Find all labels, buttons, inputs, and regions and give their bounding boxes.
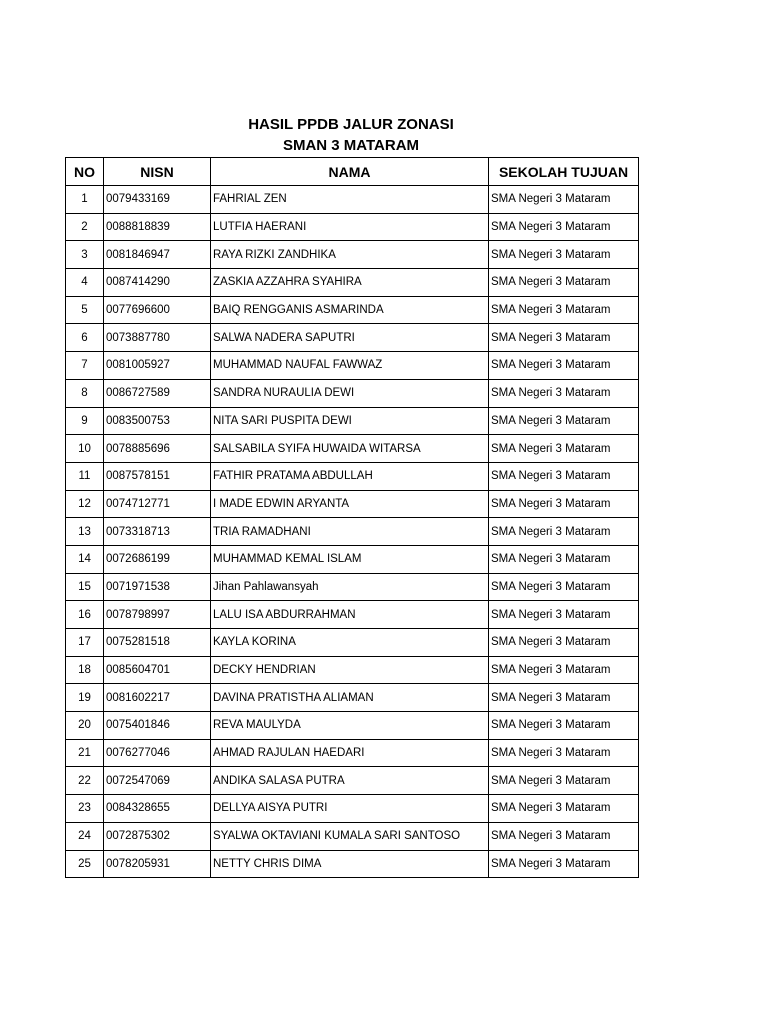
cell-nisn: 0083500753 [104,407,211,435]
cell-nama: AHMAD RAJULAN HAEDARI [211,739,489,767]
cell-sekolah-tujuan: SMA Negeri 3 Mataram [489,241,639,269]
cell-nisn: 0086727589 [104,379,211,407]
cell-sekolah-tujuan: SMA Negeri 3 Mataram [489,573,639,601]
cell-sekolah-tujuan: SMA Negeri 3 Mataram [489,795,639,823]
table-row [66,435,639,463]
cell-nisn: 0078885696 [104,435,211,463]
cell-nama: DECKY HENDRIAN [211,656,489,684]
table-row [66,767,639,795]
cell-nama: TRIA RAMADHANI [211,518,489,546]
cell-sekolah-tujuan: SMA Negeri 3 Mataram [489,684,639,712]
cell-nisn: 0073318713 [104,518,211,546]
cell-no: 23 [66,795,104,823]
cell-no: 22 [66,767,104,795]
table-row [66,712,639,740]
table-row [66,490,639,518]
cell-nisn: 0075401846 [104,712,211,740]
cell-nisn: 0071971538 [104,573,211,601]
cell-nisn: 0078798997 [104,601,211,629]
cell-nisn: 0087578151 [104,462,211,490]
cell-nisn: 0076277046 [104,739,211,767]
cell-sekolah-tujuan: SMA Negeri 3 Mataram [489,352,639,380]
cell-nisn: 0081846947 [104,241,211,269]
table-row [66,186,639,214]
cell-nama: SALSABILA SYIFA HUWAIDA WITARSA [211,435,489,463]
cell-no: 8 [66,379,104,407]
cell-sekolah-tujuan: SMA Negeri 3 Mataram [489,850,639,878]
document-subtitle: SMAN 3 MATARAM [282,137,420,154]
table-row [66,407,639,435]
cell-no: 20 [66,712,104,740]
cell-sekolah-tujuan: SMA Negeri 3 Mataram [489,822,639,850]
result-table [65,157,639,878]
table-row [66,352,639,380]
cell-no: 18 [66,656,104,684]
cell-nama: Jihan Pahlawansyah [211,573,489,601]
cell-no: 1 [66,186,104,214]
table-row [66,629,639,657]
cell-sekolah-tujuan: SMA Negeri 3 Mataram [489,656,639,684]
document-title: HASIL PPDB JALUR ZONASI [248,116,454,133]
table-row [66,656,639,684]
cell-no: 25 [66,850,104,878]
cell-no: 3 [66,241,104,269]
cell-no: 19 [66,684,104,712]
cell-no: 14 [66,545,104,573]
cell-nama: MUHAMMAD NAUFAL FAWWAZ [211,352,489,380]
cell-nisn: 0073887780 [104,324,211,352]
table-body [66,186,639,878]
cell-nama: DELLYA AISYA PUTRI [211,795,489,823]
cell-nama: ANDIKA SALASA PUTRA [211,767,489,795]
cell-no: 6 [66,324,104,352]
cell-nisn: 0081602217 [104,684,211,712]
cell-nama: NETTY CHRIS DIMA [211,850,489,878]
table-row [66,296,639,324]
cell-sekolah-tujuan: SMA Negeri 3 Mataram [489,269,639,297]
cell-sekolah-tujuan: SMA Negeri 3 Mataram [489,545,639,573]
cell-nama: SYALWA OKTAVIANI KUMALA SARI SANTOSO [211,822,489,850]
cell-nisn: 0084328655 [104,795,211,823]
cell-sekolah-tujuan: SMA Negeri 3 Mataram [489,186,639,214]
cell-sekolah-tujuan: SMA Negeri 3 Mataram [489,213,639,241]
cell-no: 24 [66,822,104,850]
cell-nisn: 0072875302 [104,822,211,850]
cell-nama: REVA MAULYDA [211,712,489,740]
table-row [66,601,639,629]
cell-sekolah-tujuan: SMA Negeri 3 Mataram [489,435,639,463]
cell-no: 16 [66,601,104,629]
cell-nama: NITA SARI PUSPITA DEWI [211,407,489,435]
cell-sekolah-tujuan: SMA Negeri 3 Mataram [489,601,639,629]
cell-nisn: 0077696600 [104,296,211,324]
cell-nisn: 0072686199 [104,545,211,573]
cell-sekolah-tujuan: SMA Negeri 3 Mataram [489,462,639,490]
table-row [66,684,639,712]
table-row [66,213,639,241]
cell-no: 10 [66,435,104,463]
cell-sekolah-tujuan: SMA Negeri 3 Mataram [489,629,639,657]
cell-nama: BAIQ RENGGANIS ASMARINDA [211,296,489,324]
cell-no: 4 [66,269,104,297]
cell-sekolah-tujuan: SMA Negeri 3 Mataram [489,407,639,435]
cell-nama: KAYLA KORINA [211,629,489,657]
cell-sekolah-tujuan: SMA Negeri 3 Mataram [489,518,639,546]
cell-no: 5 [66,296,104,324]
cell-nisn: 0085604701 [104,656,211,684]
cell-sekolah-tujuan: SMA Negeri 3 Mataram [489,490,639,518]
cell-no: 13 [66,518,104,546]
header-nama: NAMA [211,158,489,186]
cell-nama: LUTFIA HAERANI [211,213,489,241]
cell-nama: LALU ISA ABDURRAHMAN [211,601,489,629]
cell-nisn: 0079433169 [104,186,211,214]
table-row [66,545,639,573]
cell-nama: MUHAMMAD KEMAL ISLAM [211,545,489,573]
cell-sekolah-tujuan: SMA Negeri 3 Mataram [489,379,639,407]
header-row [66,158,639,186]
cell-no: 7 [66,352,104,380]
cell-nisn: 0088818839 [104,213,211,241]
cell-nisn: 0081005927 [104,352,211,380]
table-row [66,269,639,297]
table-row [66,739,639,767]
table-row [66,324,639,352]
cell-nama: FATHIR PRATAMA ABDULLAH [211,462,489,490]
cell-no: 17 [66,629,104,657]
header-sekolah-tujuan: SEKOLAH TUJUAN [489,158,639,186]
cell-nama: RAYA RIZKI ZANDHIKA [211,241,489,269]
cell-nisn: 0087414290 [104,269,211,297]
cell-sekolah-tujuan: SMA Negeri 3 Mataram [489,739,639,767]
cell-nama: SANDRA NURAULIA DEWI [211,379,489,407]
cell-nama: ZASKIA AZZAHRA SYAHIRA [211,269,489,297]
table-row [66,379,639,407]
table-row [66,241,639,269]
cell-sekolah-tujuan: SMA Negeri 3 Mataram [489,712,639,740]
table-row [66,850,639,878]
cell-no: 9 [66,407,104,435]
cell-no: 15 [66,573,104,601]
table-row [66,795,639,823]
cell-sekolah-tujuan: SMA Negeri 3 Mataram [489,767,639,795]
cell-nama: SALWA NADERA SAPUTRI [211,324,489,352]
cell-nisn: 0074712771 [104,490,211,518]
cell-nisn: 0072547069 [104,767,211,795]
cell-no: 11 [66,462,104,490]
header-nisn: NISN [104,158,211,186]
table-row [66,573,639,601]
cell-nama: DAVINA PRATISTHA ALIAMAN [211,684,489,712]
cell-no: 12 [66,490,104,518]
table-row [66,822,639,850]
cell-sekolah-tujuan: SMA Negeri 3 Mataram [489,296,639,324]
cell-nisn: 0075281518 [104,629,211,657]
cell-no: 2 [66,213,104,241]
table-row [66,462,639,490]
cell-sekolah-tujuan: SMA Negeri 3 Mataram [489,324,639,352]
cell-nama: I MADE EDWIN ARYANTA [211,490,489,518]
header-no: NO [66,158,104,186]
cell-nama: FAHRIAL ZEN [211,186,489,214]
cell-no: 21 [66,739,104,767]
cell-nisn: 0078205931 [104,850,211,878]
table-row [66,518,639,546]
